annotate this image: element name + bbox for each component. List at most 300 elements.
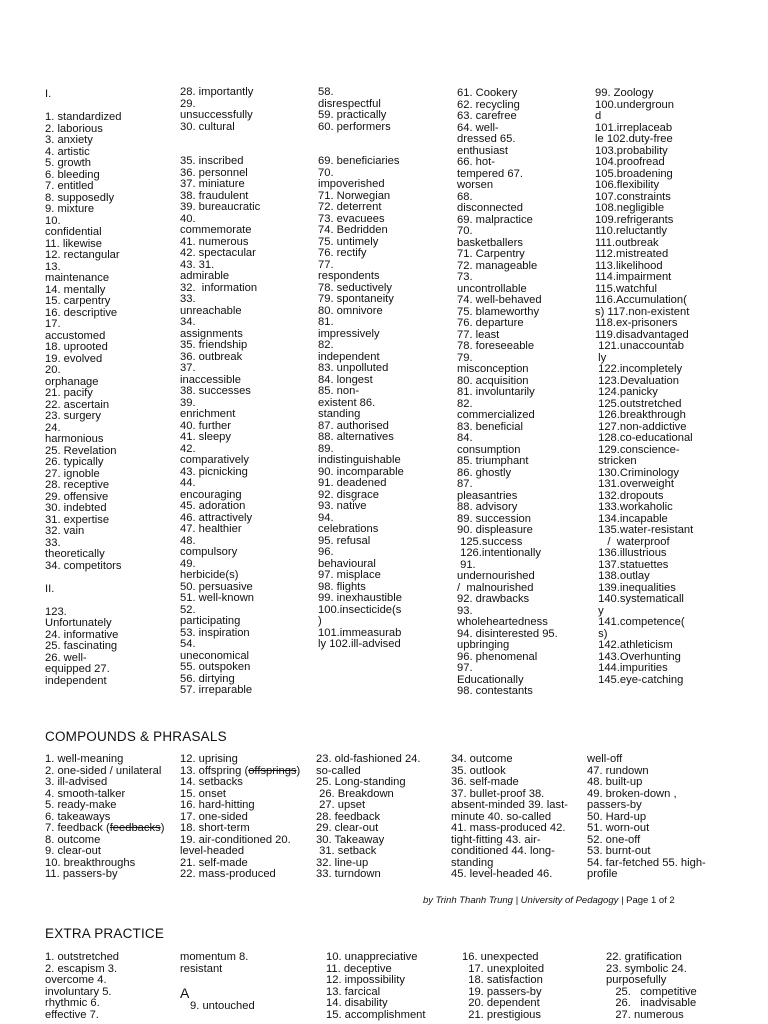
answer-line: 11. passers-by: [45, 868, 118, 880]
answer-line: 37. miniature: [180, 178, 245, 190]
answer-line: 99. Zoology: [595, 87, 654, 99]
answer-line: 8. supposedly: [45, 191, 115, 204]
answer-line: d: [595, 110, 602, 122]
answer-line: celebrations: [318, 523, 379, 535]
answer-line: 100.undergroun: [595, 98, 675, 111]
answer-line: minute 40. so-called: [451, 810, 552, 823]
answer-line: 91.: [457, 558, 476, 571]
answer-line: 25. Long-standing: [316, 776, 406, 788]
answer-line: 80. acquisition: [457, 374, 529, 387]
answer-line: rhythmic 6.: [45, 997, 100, 1009]
answer-line: participating: [180, 615, 241, 627]
answer-line: 2. one-sided / unilateral: [45, 764, 162, 777]
answer-line: 50. persuasive: [180, 580, 253, 593]
answer-line: 51. well-known: [180, 592, 254, 604]
answer-line: 88. alternatives: [318, 431, 394, 443]
page-number: Page 1 of 2: [626, 895, 675, 906]
answer-line: dressed 65.: [457, 133, 516, 145]
answer-line: impressively: [318, 327, 380, 340]
answer-line: Educationally: [457, 673, 524, 686]
compounds-column-1: [45, 754, 164, 881]
answer-line: 3. anxiety: [45, 134, 93, 146]
answer-line: 70.: [318, 166, 334, 179]
answer-line: 86. ghostly: [457, 466, 512, 479]
answer-line: 22. gratification: [606, 951, 682, 963]
answer-line: worsen: [457, 179, 494, 191]
answer-line: 87.: [457, 478, 473, 490]
answer-line: 7. feedback (feedbacks): [45, 822, 165, 834]
answer-line: 92. drawbacks: [457, 593, 530, 605]
answer-line: 89. succession: [457, 512, 532, 525]
answer-line: 103.probability: [595, 144, 668, 157]
answer-line: 36. personnel: [180, 166, 248, 179]
answer-line: 18. short-term: [180, 822, 250, 834]
answer-line: 116.Accumulation(: [595, 294, 687, 306]
answer-line: ly: [595, 351, 607, 364]
answer-line: 27. upset: [316, 799, 366, 811]
answer-line: 7. entitled: [45, 180, 94, 192]
answer-line: 81. involuntarily: [457, 386, 535, 398]
answer-line: momentum 8.: [180, 951, 249, 963]
answer-line: 53. burnt-out: [587, 845, 651, 857]
answer-line: 76. departure: [457, 317, 524, 329]
answer-line: ly 102.ill-advised: [318, 638, 401, 650]
answer-line: s) 117.non-existent: [595, 305, 690, 318]
answer-line: 138.outlay: [595, 570, 650, 582]
answer-line: 26. inadvisable: [606, 997, 697, 1009]
answer-line: 27. ignoble: [45, 467, 100, 480]
answer-line: 93. native: [318, 500, 367, 512]
answer-line: 25. fascinating: [45, 640, 118, 652]
answer-line: standing: [318, 408, 361, 420]
answer-line: 131.overweight: [595, 478, 674, 490]
answer-line: 79. spontaneity: [318, 293, 394, 305]
answer-line: 8. outcome: [45, 833, 101, 846]
answer-line: confidential: [45, 226, 102, 238]
answer-line: behavioural: [318, 557, 376, 570]
answer-line: 72. manageable: [457, 259, 538, 272]
answer-line: existent 86.: [318, 396, 376, 409]
answer-line: 88. advisory: [457, 501, 518, 513]
answer-line: 14. mentally: [45, 283, 106, 296]
answer-line: 18. satisfaction: [462, 974, 543, 986]
answer-line: 10. unappreciative: [326, 951, 418, 963]
answer-line: uncontrollable: [457, 282, 527, 295]
answer-line: 52.: [180, 603, 196, 616]
answer-line: 101.irreplaceab: [595, 121, 673, 134]
answer-line: 56. dirtying: [180, 672, 235, 685]
answer-line: II.: [45, 582, 55, 595]
compounds-column-3: [316, 754, 421, 881]
answer-line: 21. prestigious: [462, 1008, 541, 1021]
answer-line: 84.: [457, 432, 473, 444]
answer-line: 99. inexhaustible: [318, 592, 402, 604]
answer-line: 16. descriptive: [45, 306, 118, 319]
answer-line: consumption: [457, 443, 521, 456]
answer-line: 144.impurities: [595, 662, 668, 674]
answer-line: 96.: [318, 546, 334, 558]
answer-line: 14. disability: [326, 997, 388, 1009]
answer-line: disconnected: [457, 202, 523, 214]
answer-line: misconception: [457, 363, 529, 375]
answer-line: 140.systematicall: [595, 593, 684, 605]
answer-line: 22. ascertain: [45, 398, 110, 411]
answer-line: 1. outstretched: [45, 951, 120, 963]
answer-line: enthusiast: [457, 144, 508, 157]
answer-line: 42.: [180, 442, 196, 455]
answer-line: 41. sleepy: [180, 431, 231, 443]
answer-line: 54. far-fetched 55. high-: [587, 856, 706, 869]
answer-line: 123.Devaluation: [595, 374, 679, 387]
answer-line: standing: [451, 856, 494, 869]
answer-line: 108.negligible: [595, 202, 665, 214]
answer-line: 125.success: [457, 535, 523, 548]
answer-line: 17. unexploited: [462, 962, 545, 975]
page-footer: [423, 895, 675, 906]
answer-line: 4. artistic: [45, 145, 90, 158]
answer-line: 11. deceptive: [326, 962, 392, 975]
answer-line: 30. Takeaway: [316, 833, 385, 846]
answer-line: unreachable: [180, 304, 242, 317]
answer-line: 1. standardized: [45, 111, 122, 123]
answer-line: 46. attractively: [180, 511, 253, 524]
answer-line: undernourished: [457, 570, 535, 582]
answer-line: 24.: [45, 421, 61, 434]
compounds-column-2: [180, 754, 300, 881]
answer-line: 49. broken-down ,: [587, 787, 677, 800]
answer-line: inaccessible: [180, 373, 241, 386]
answer-line: 36. outbreak: [180, 350, 243, 363]
answer-line: 68.: [457, 190, 473, 203]
answer-line: basketballers: [457, 236, 523, 249]
answer-line: 21. self-made: [180, 856, 248, 869]
answer-line: 106.flexibility: [595, 179, 660, 191]
answer-line: y: [595, 604, 604, 617]
answer-line: comparatively: [180, 454, 250, 466]
answer-line: 19. passers-by: [462, 985, 542, 998]
answer-line: le 102.duty-free: [595, 133, 673, 145]
answer-line: 36. self-made: [451, 776, 519, 788]
answer-line: 48.: [180, 534, 196, 547]
answer-line: Unfortunately: [45, 617, 112, 629]
answer-line: 15. carpentry: [45, 295, 111, 307]
answer-line: 105.broadening: [595, 167, 673, 180]
answer-line: 118.ex-prisoners: [595, 317, 678, 329]
answer-line: 53. inspiration: [180, 626, 250, 639]
answer-line: 137.statuettes: [595, 558, 669, 571]
answer-line: 111.outbreak: [595, 236, 659, 249]
answer-line: 83. unpolluted: [318, 362, 389, 374]
answer-line: level-headed: [180, 845, 245, 857]
answer-line: 94. disinterested 95.: [457, 627, 558, 640]
answer-line: 15. onset: [180, 787, 227, 800]
answer-line: 12. uprising: [180, 753, 238, 765]
answer-line: 26. well-: [45, 651, 87, 664]
answer-line: pleasantries: [457, 489, 518, 502]
answer-line: independent: [318, 350, 380, 363]
answer-line: compulsory: [180, 546, 238, 558]
answer-line: 61. Cookery: [457, 87, 518, 99]
compounds-phrasals-heading: COMPOUNDS & PHRASALS: [45, 729, 227, 744]
answer-line: independent: [45, 674, 107, 687]
answer-line: [180, 133, 260, 145]
answer-line: [318, 133, 404, 145]
answer-line: 133.workaholic: [595, 501, 673, 513]
answer-line: 115.watchful: [595, 282, 657, 295]
answer-line: 114.impairment: [595, 271, 672, 283]
answer-line: 35. friendship: [180, 339, 248, 351]
answer-line: 47. rundown: [587, 764, 649, 777]
answer-line: 112.mistreated: [595, 248, 669, 260]
answer-line: 45. level-headed 46.: [451, 868, 553, 880]
answer-line: 132.dropouts: [595, 489, 664, 502]
answer-line: 44.: [180, 477, 196, 489]
answer-line: 139.inequalities: [595, 581, 676, 594]
answer-line: 126.intentionally: [457, 547, 541, 559]
answer-line: 71. Carpentry: [457, 248, 525, 260]
answer-line: 98. contestants: [457, 685, 533, 697]
answer-line: stricken: [595, 455, 637, 467]
answer-line: 25. competitive: [606, 985, 697, 998]
answer-line: 28. receptive: [45, 479, 110, 491]
answer-line: 143.Overhunting: [595, 650, 681, 663]
answer-line: 63. carefree: [457, 110, 517, 122]
answer-line: 126.breakthrough: [595, 409, 686, 421]
answer-line: 37.: [180, 362, 196, 374]
answer-line: 6. bleeding: [45, 168, 100, 181]
answer-line: 77. least: [457, 328, 500, 341]
answer-line: 69. beneficiaries: [318, 155, 400, 167]
answer-line: 27. numerous: [606, 1008, 684, 1021]
answer-line: 58.: [318, 86, 334, 98]
answer-line: 17.: [45, 318, 61, 330]
answer-line: 34. competitors: [45, 559, 122, 572]
answer-line: 74. Bedridden: [318, 224, 388, 236]
answer-line: 73. evacuees: [318, 212, 385, 225]
answer-line: 57. irreparable: [180, 684, 253, 696]
answer-line: 4. smooth-talker: [45, 787, 126, 800]
answer-line: 72. deterrent: [318, 201, 382, 213]
answer-line: 14. setbacks: [180, 776, 243, 788]
answer-line: 28. importantly: [180, 86, 254, 98]
answer-line: 39.: [180, 396, 196, 409]
answer-line: 84. longest: [318, 373, 373, 386]
answer-line: 80. omnivore: [318, 304, 383, 317]
answer-line: 109.refrigerants: [595, 213, 674, 226]
answer-line: 48. built-up: [587, 776, 643, 788]
answer-line: 16. hard-hitting: [180, 799, 255, 811]
answer-line: 32. information: [180, 281, 258, 294]
answer-line: 35. outlook: [451, 764, 506, 777]
answer-line: 32. line-up: [316, 856, 369, 869]
answer-line: 13.: [45, 260, 61, 273]
answer-line: 18. uprooted: [45, 341, 108, 353]
answer-line: 11. likewise: [45, 237, 102, 250]
answer-line: 78. foreseeable: [457, 340, 535, 352]
answer-line: 41. mass-produced 42.: [451, 822, 566, 834]
answer-line: 43. 31.: [180, 258, 215, 271]
answer-line: 128.co-educational: [595, 432, 693, 444]
answer-line: 2. escapism 3.: [45, 962, 118, 975]
answer-line: 17. one-sided: [180, 810, 248, 823]
answer-line: 145.eye-catching: [595, 673, 684, 686]
answer-line: 35. inscribed: [180, 155, 244, 167]
answer-line: disrespectful: [318, 97, 381, 110]
answer-line: 19. air-conditioned 20.: [180, 833, 291, 846]
answer-line: 43. picnicking: [180, 465, 248, 478]
answer-line: 26. typically: [45, 456, 104, 468]
answer-line: 16. unexpected: [462, 951, 539, 963]
answer-line: 13. farcical: [326, 985, 381, 998]
answer-line: 37. bullet-proof 38.: [451, 787, 545, 800]
answer-line: enrichment: [180, 408, 236, 420]
extra-letter-a: A: [180, 985, 190, 1001]
answer-line: 82.: [457, 397, 473, 410]
answer-line: maintenance: [45, 272, 110, 284]
answer-line: 49.: [180, 557, 196, 570]
answers-column-2: [180, 87, 260, 697]
answer-line: harmonious: [45, 433, 104, 445]
answer-line: accustomed: [45, 329, 106, 342]
extra-column-4: [462, 952, 544, 1021]
answer-line: commercialized: [457, 409, 535, 421]
answer-line: resistant: [180, 962, 223, 975]
answer-line: 121.unaccountab: [595, 340, 684, 352]
answer-line: 54.: [180, 638, 196, 650]
answer-line: 95. refusal: [318, 534, 371, 547]
answer-line: upbringing: [457, 639, 510, 651]
extra-column-5: [606, 952, 697, 1021]
answer-line: 29.: [180, 97, 196, 110]
answers-column-4: [457, 88, 558, 698]
extra-item-untouched: 9. untouched: [190, 1000, 255, 1012]
answer-line: 32. vain: [45, 525, 85, 537]
answer-line: 5. ready-make: [45, 799, 117, 811]
answer-line: conditioned 44. long-: [451, 845, 555, 857]
answer-line: unsuccessfully: [180, 109, 253, 121]
answer-line: 10.: [45, 214, 61, 227]
answer-line: absent-minded 39. last-: [451, 799, 568, 811]
answer-line: 135.water-resistant: [595, 524, 694, 536]
answer-line: 5. growth: [45, 157, 92, 169]
answer-line: 31. setback: [316, 845, 377, 857]
answer-line: 38. fraudulent: [180, 189, 249, 202]
answer-line: 10. breakthroughs: [45, 856, 136, 869]
answer-line: impoverished: [318, 178, 385, 190]
answer-line: equipped 27.: [45, 663, 110, 675]
answer-line: purposefully: [606, 974, 667, 986]
answer-line: 29. clear-out: [316, 822, 379, 834]
answer-line: 122.incompletely: [595, 363, 683, 375]
answer-line: 13. offspring (offsprings): [180, 764, 301, 777]
answer-line: 89.: [318, 442, 334, 455]
answer-line: overcome 4.: [45, 974, 107, 986]
compounds-column-4: [451, 754, 568, 881]
answers-column-5: [595, 88, 693, 686]
answer-line: 119.disadvantaged: [595, 328, 689, 341]
answer-line: orphanage: [45, 375, 99, 388]
answer-line: commemorate: [180, 224, 252, 236]
answer-line: respondents: [318, 270, 380, 282]
answer-line: [45, 572, 122, 584]
answer-line: s): [595, 627, 608, 640]
answer-line: 55. outspoken: [180, 661, 251, 673]
answers-column-1: [45, 89, 122, 687]
answer-line: 73.: [457, 271, 473, 283]
answer-line: 70.: [457, 225, 473, 237]
answer-line: effective 7.: [45, 1008, 99, 1021]
answer-line: 2. laborious: [45, 122, 103, 135]
answer-line: 98. flights: [318, 580, 366, 593]
answer-line: 34. outcome: [451, 753, 513, 765]
answer-line: 62. recycling: [457, 98, 520, 111]
footer-credit: by Trinh Thanh Trung | University of Pedagogy |: [423, 895, 627, 906]
answer-line: 41. numerous: [180, 235, 249, 248]
answer-line: 79.: [457, 351, 473, 364]
answer-line: admirable: [180, 270, 230, 282]
answer-line: 90. incomparable: [318, 465, 404, 478]
answer-line: 52. one-off: [587, 833, 641, 846]
answer-line: tempered 67.: [457, 167, 523, 180]
answer-line: 93.: [457, 604, 473, 617]
answer-line: passers-by: [587, 799, 642, 811]
answer-line: encouraging: [180, 488, 242, 501]
answer-line: 82.: [318, 339, 334, 351]
extra-column-1: [45, 952, 119, 1021]
answer-line: herbicide(s): [180, 569, 239, 581]
answer-line: 90. displeasure: [457, 524, 533, 536]
answer-line: 45. adoration: [180, 500, 246, 512]
answer-line: 23. symbolic 24.: [606, 962, 687, 975]
answer-line: 129.conscience-: [595, 443, 680, 456]
answer-line: 33.: [180, 293, 196, 305]
answer-line: 142.athleticism: [595, 639, 673, 651]
answer-line: 31. expertise: [45, 513, 110, 526]
answer-line: 1. well-meaning: [45, 753, 124, 765]
answer-line: 34.: [180, 316, 196, 328]
answer-line: 136.illustrious: [595, 547, 667, 559]
answer-line: 64. well-: [457, 121, 499, 134]
answer-line: 20. dependent: [462, 997, 540, 1009]
answer-line: 66. hot-: [457, 156, 495, 168]
answer-line: 75. blameworthy: [457, 305, 540, 318]
answer-line: 42. spectacular: [180, 247, 256, 259]
answer-line: 87. authorised: [318, 419, 389, 432]
answer-line: 39. bureaucratic: [180, 201, 261, 213]
answer-line: 69. malpractice: [457, 213, 533, 226]
answer-line: 3. ill-advised: [45, 776, 108, 788]
answer-line: 33. turndown: [316, 868, 381, 880]
answer-line: 124.panicky: [595, 386, 658, 398]
answer-line: 104.proofread: [595, 156, 665, 168]
answers-column-3: [318, 87, 404, 651]
answer-line: involuntary 5.: [45, 985, 112, 998]
answer-line: 9. mixture: [45, 203, 95, 215]
answer-line: 24. informative: [45, 628, 119, 641]
answer-line: 29. offensive: [45, 490, 109, 503]
answer-line: / waterproof: [595, 535, 670, 548]
answer-line: profile: [587, 868, 618, 880]
answer-line: 76. rectify: [318, 247, 367, 259]
answer-line: 113.likelihood: [595, 259, 663, 272]
answer-line: 83. beneficial: [457, 420, 523, 433]
extra-column-3: [326, 952, 426, 1021]
answer-line: 130.Criminology: [595, 466, 679, 479]
answer-line: 12. rectangular: [45, 249, 120, 261]
answer-line: 94.: [318, 511, 334, 524]
answer-line: ): [318, 615, 322, 627]
answer-line: 127.non-addictive: [595, 420, 687, 433]
